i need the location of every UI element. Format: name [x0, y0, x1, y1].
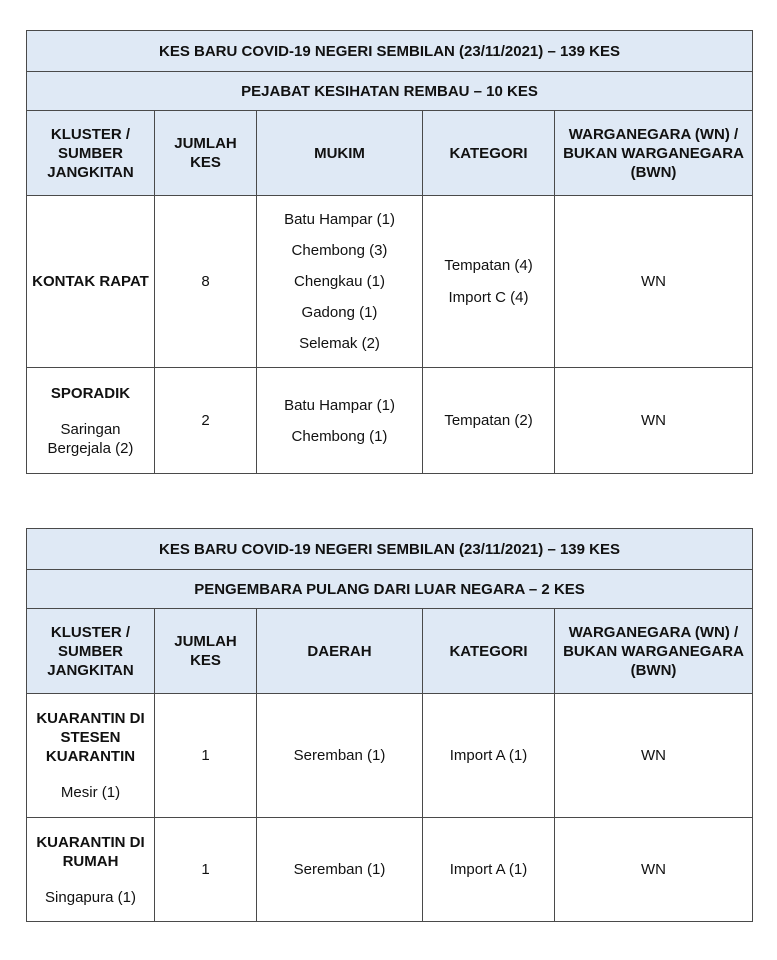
column-header-jumlah: JUMLAH KES: [155, 609, 257, 694]
table-row: [27, 818, 753, 922]
jumlah-cell: 8: [155, 196, 257, 368]
column-header-row: [27, 111, 753, 196]
column-header-kluster: KLUSTER / SUMBER JANGKITAN: [27, 609, 155, 694]
kluster-cell: [27, 818, 155, 922]
daerah-cell: Seremban (1): [257, 694, 423, 818]
kategori-cell: Import A (1): [423, 818, 555, 922]
kategori-item: Tempatan (2): [444, 411, 533, 429]
kluster-note: Mesir (1): [60, 784, 121, 801]
kluster-label: KUARANTIN DI STESEN KUARANTIN: [36, 710, 145, 765]
kategori-cell: Import A (1): [423, 694, 555, 818]
jumlah-cell: 2: [155, 368, 257, 474]
warganegara-cell: WN: [555, 368, 753, 474]
table-title-row: [27, 31, 753, 72]
mukim-item: Gadong (1): [301, 304, 378, 321]
mukim-item: Chengkau (1): [294, 273, 385, 290]
table-row: [27, 196, 753, 368]
mukim-item: Chembong (1): [291, 427, 388, 445]
table-row: [27, 368, 753, 474]
column-header-daerah: DAERAH: [257, 609, 423, 694]
case-table-pengembara: [26, 528, 753, 922]
mukim-cell: [257, 196, 423, 368]
kategori-item: Tempatan (4): [444, 256, 533, 274]
kluster-note: Saringan Bergejala (2): [47, 420, 134, 457]
column-header-jumlah: JUMLAH KES: [155, 111, 257, 196]
column-header-warganegara: WARGANEGARA (WN) / BUKAN WARGANEGARA (BWN): [555, 111, 753, 196]
table-row: [27, 694, 753, 818]
mukim-item: Selemak (2): [299, 335, 380, 352]
column-header-kategori: KATEGORI: [423, 111, 555, 196]
warganegara-cell: WN: [555, 694, 753, 818]
mukim-item: Batu Hampar (1): [284, 211, 395, 228]
table-subtitle: PEJABAT KESIHATAN REMBAU – 10 KES: [27, 72, 753, 111]
kategori-item: Import C (4): [448, 288, 529, 306]
jumlah-cell: 1: [155, 818, 257, 922]
column-header-kategori: KATEGORI: [423, 609, 555, 694]
column-header-row: [27, 609, 753, 694]
kategori-cell: [423, 196, 555, 368]
column-header-warganegara: WARGANEGARA (WN) / BUKAN WARGANEGARA (BWN): [555, 609, 753, 694]
kategori-cell: [423, 368, 555, 474]
table-title: KES BARU COVID-19 NEGERI SEMBILAN (23/11/2021) – 139 KES: [27, 31, 753, 72]
warganegara-cell: WN: [555, 196, 753, 368]
kluster-cell: [27, 694, 155, 818]
mukim-cell: [257, 368, 423, 474]
column-header-mukim: MUKIM: [257, 111, 423, 196]
kluster-label: KONTAK RAPAT: [32, 273, 149, 290]
column-header-kluster: KLUSTER / SUMBER JANGKITAN: [27, 111, 155, 196]
kluster-label: KUARANTIN DI RUMAH: [36, 833, 145, 870]
daerah-cell: Seremban (1): [257, 818, 423, 922]
table-subtitle: PENGEMBARA PULANG DARI LUAR NEGARA – 2 KES: [27, 570, 753, 609]
warganegara-cell: WN: [555, 818, 753, 922]
table-title-row: [27, 529, 753, 570]
kluster-label: SPORADIK: [50, 384, 131, 402]
mukim-item: Chembong (3): [291, 242, 388, 259]
kluster-cell: [27, 368, 155, 474]
jumlah-cell: 1: [155, 694, 257, 818]
mukim-item: Batu Hampar (1): [284, 396, 395, 414]
table-title: KES BARU COVID-19 NEGERI SEMBILAN (23/11/2021) – 139 KES: [27, 529, 753, 570]
case-table-rembau: [26, 30, 753, 474]
kluster-note: Singapura (1): [45, 888, 136, 906]
kluster-cell: [27, 196, 155, 368]
table-subtitle-row: [27, 570, 753, 609]
table-subtitle-row: [27, 72, 753, 111]
